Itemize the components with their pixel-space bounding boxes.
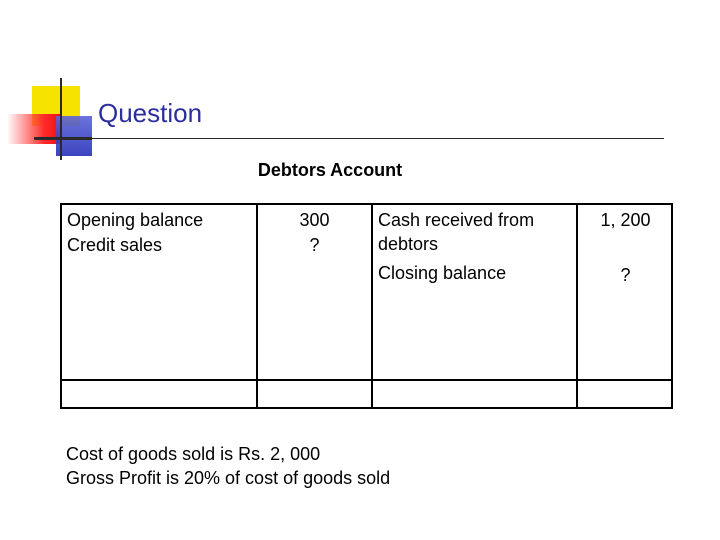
debit-amount: ?	[309, 235, 320, 255]
note-line: Cost of goods sold is Rs. 2, 000	[66, 444, 321, 464]
logo-vertical-line	[60, 78, 62, 160]
credit-particulars	[378, 208, 568, 285]
credit-item: Cash received from debtors	[378, 210, 535, 254]
debit-item: Opening balance	[67, 210, 204, 230]
credit-amount: ?	[620, 265, 631, 285]
column-divider	[371, 205, 373, 407]
debit-item: Credit sales	[67, 235, 163, 255]
slide-title: Question	[98, 98, 203, 128]
credit-amount: 1, 200	[600, 210, 651, 230]
credit-amounts	[578, 208, 673, 288]
ledger-title-wrap	[0, 160, 720, 181]
debit-particulars	[67, 208, 203, 258]
debit-amount: 300	[299, 210, 330, 230]
logo-horizontal-accent	[34, 137, 92, 140]
credit-item: Closing balance	[378, 263, 507, 283]
debtors-account-table	[60, 203, 673, 409]
debit-amounts	[258, 208, 371, 258]
note-line: Gross Profit is 20% of cost of goods sold	[66, 468, 391, 488]
slide-logo	[0, 0, 720, 170]
totals-row-divider	[62, 379, 671, 381]
title-underline	[34, 138, 664, 139]
ledger-title: Debtors Account	[257, 160, 403, 180]
question-notes	[66, 442, 390, 490]
